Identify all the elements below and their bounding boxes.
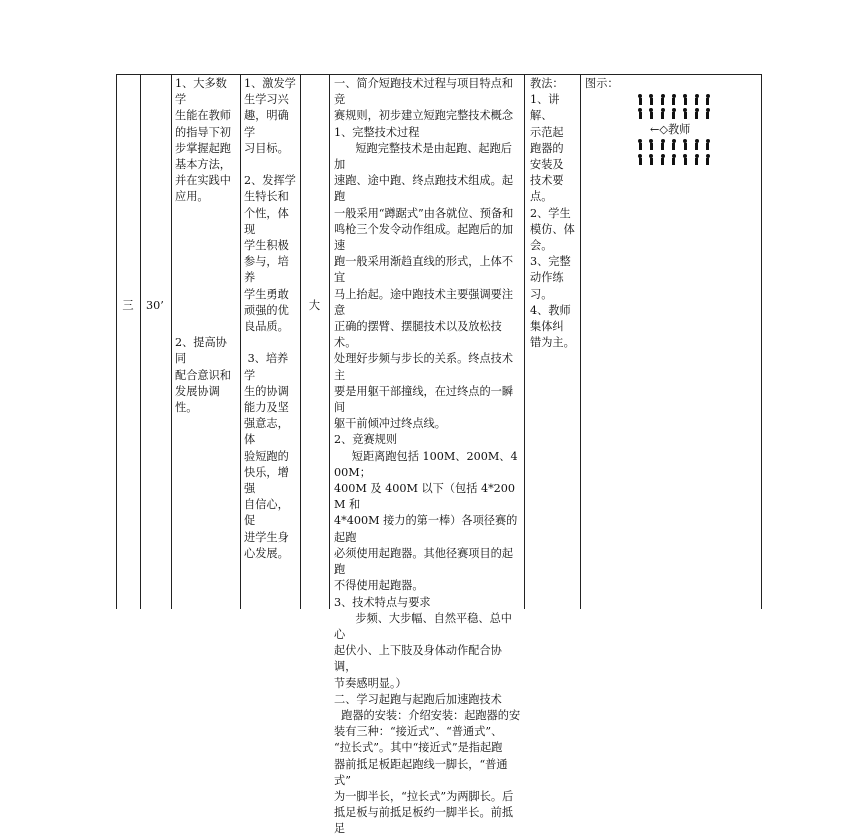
student-icon — [660, 154, 666, 165]
student-icon — [694, 139, 700, 150]
column-divider — [580, 74, 581, 609]
student-icon — [671, 139, 677, 150]
teacher-label: ←◇教师 — [650, 123, 691, 136]
student-icon — [637, 139, 643, 150]
student-icon — [648, 108, 654, 119]
intensity-cell: 大 — [308, 299, 321, 312]
student-icon — [705, 108, 711, 119]
student-icon — [682, 94, 688, 105]
emotional-goals-cell: 1、激发学 生学习兴 趣，明确学 习目标。 2、发挥学 生特长和 个性，体现 学生积极 参与，培养 学生勇敢 顽强的优 良品质。 3、培养学 生的协调 能力及坚 强意志，体 验短跑的 快乐，增强 自信心，促 进学生身 心发展。 — [244, 77, 296, 560]
content-cell: 一、简介短跑技术过程与项目特点和竞 赛规则，初步建立短跑完整技术概念 1、完整技术过程 短跑完整技术是由起跑、起跑后加 速跑、途中跑、终点跑技术组成。起跑 一般采用“蹲踞式”由各就位、预备和 鸣枪三个发令动作组成。起跑后的加速 跑一般采用渐趋直线的形式，上体不宜 马上抬起。途中跑技术主要强调要注意 正确的摆臂、摆腿技术以及放松技术。 处理好步频与步长的关系。终点技术主 要是用躯干部撞线，在过终点的一瞬间 躯干前倾冲过终点线。 2、竞赛规则 短距离跑包括 100M、200M、400M； 400M 及 400M 以下（包括 4*200M 和 4*400M 接力的第一棒）各项径赛的起跑 必须使用起跑器。其他径赛项目的起跑 不得使用起跑器。 3、技术特点与要求 步频、大步幅、自然平稳、总中心 起伏小、上下肢及身体动作配合协调， 节奏感明显。） 二、学习起跑与起跑后加速跑技术 跑器的安装：介绍安装：起跑器的安 装有三种：“接近式”、“普通式”、 “拉长式”。其中“接近式”是指起跑 器前抵足板距起跑线一脚长，“普通式” 为一脚半长，“拉长式”为两脚长。后 抵足板与前抵足板约一脚半长。前抵足 — [334, 77, 521, 836]
column-divider — [140, 74, 141, 609]
student-icon — [705, 139, 711, 150]
student-icon — [671, 108, 677, 119]
column-divider — [171, 74, 172, 609]
student-icon — [660, 139, 666, 150]
teaching-method-cell: 教法： 1、讲解、 示范起 跑器的 安装及 技术要 点。 2、学生 模仿、体 会。 3、完整 动作练 习。 4、教师 集体纠 错为主。 — [530, 77, 575, 350]
column-divider — [761, 74, 762, 609]
student-icon — [648, 139, 654, 150]
student-icon — [648, 154, 654, 165]
stage-cell: 三 — [122, 299, 134, 312]
column-divider — [524, 74, 525, 609]
time-cell: 30’ — [146, 299, 164, 312]
column-divider — [116, 74, 117, 609]
student-row-3 — [637, 139, 711, 150]
student-icon — [648, 94, 654, 105]
student-icon — [705, 94, 711, 105]
student-icon — [694, 154, 700, 165]
student-icon — [682, 108, 688, 119]
knowledge-goals-cell: 1、大多数学 生能在教师 的指导下初 步掌握起跑 基本方法， 并在实践中 应用。 2、提高协同 配合意识和 发展协调 性。 — [175, 77, 231, 415]
student-icon — [694, 94, 700, 105]
student-icon — [694, 108, 700, 119]
student-row-1 — [637, 94, 711, 105]
student-icon — [682, 154, 688, 165]
column-divider — [240, 74, 241, 609]
student-icon — [671, 154, 677, 165]
student-row-2 — [637, 108, 711, 119]
figure-title: 图示： — [585, 77, 619, 90]
student-icon — [682, 139, 688, 150]
table-top-border — [116, 74, 761, 75]
column-divider — [300, 74, 301, 609]
student-icon — [637, 108, 643, 119]
student-icon — [637, 94, 643, 105]
student-row-4 — [637, 154, 711, 165]
column-divider — [329, 74, 330, 609]
student-icon — [637, 154, 643, 165]
student-icon — [660, 108, 666, 119]
student-icon — [671, 94, 677, 105]
student-icon — [660, 94, 666, 105]
student-icon — [705, 154, 711, 165]
